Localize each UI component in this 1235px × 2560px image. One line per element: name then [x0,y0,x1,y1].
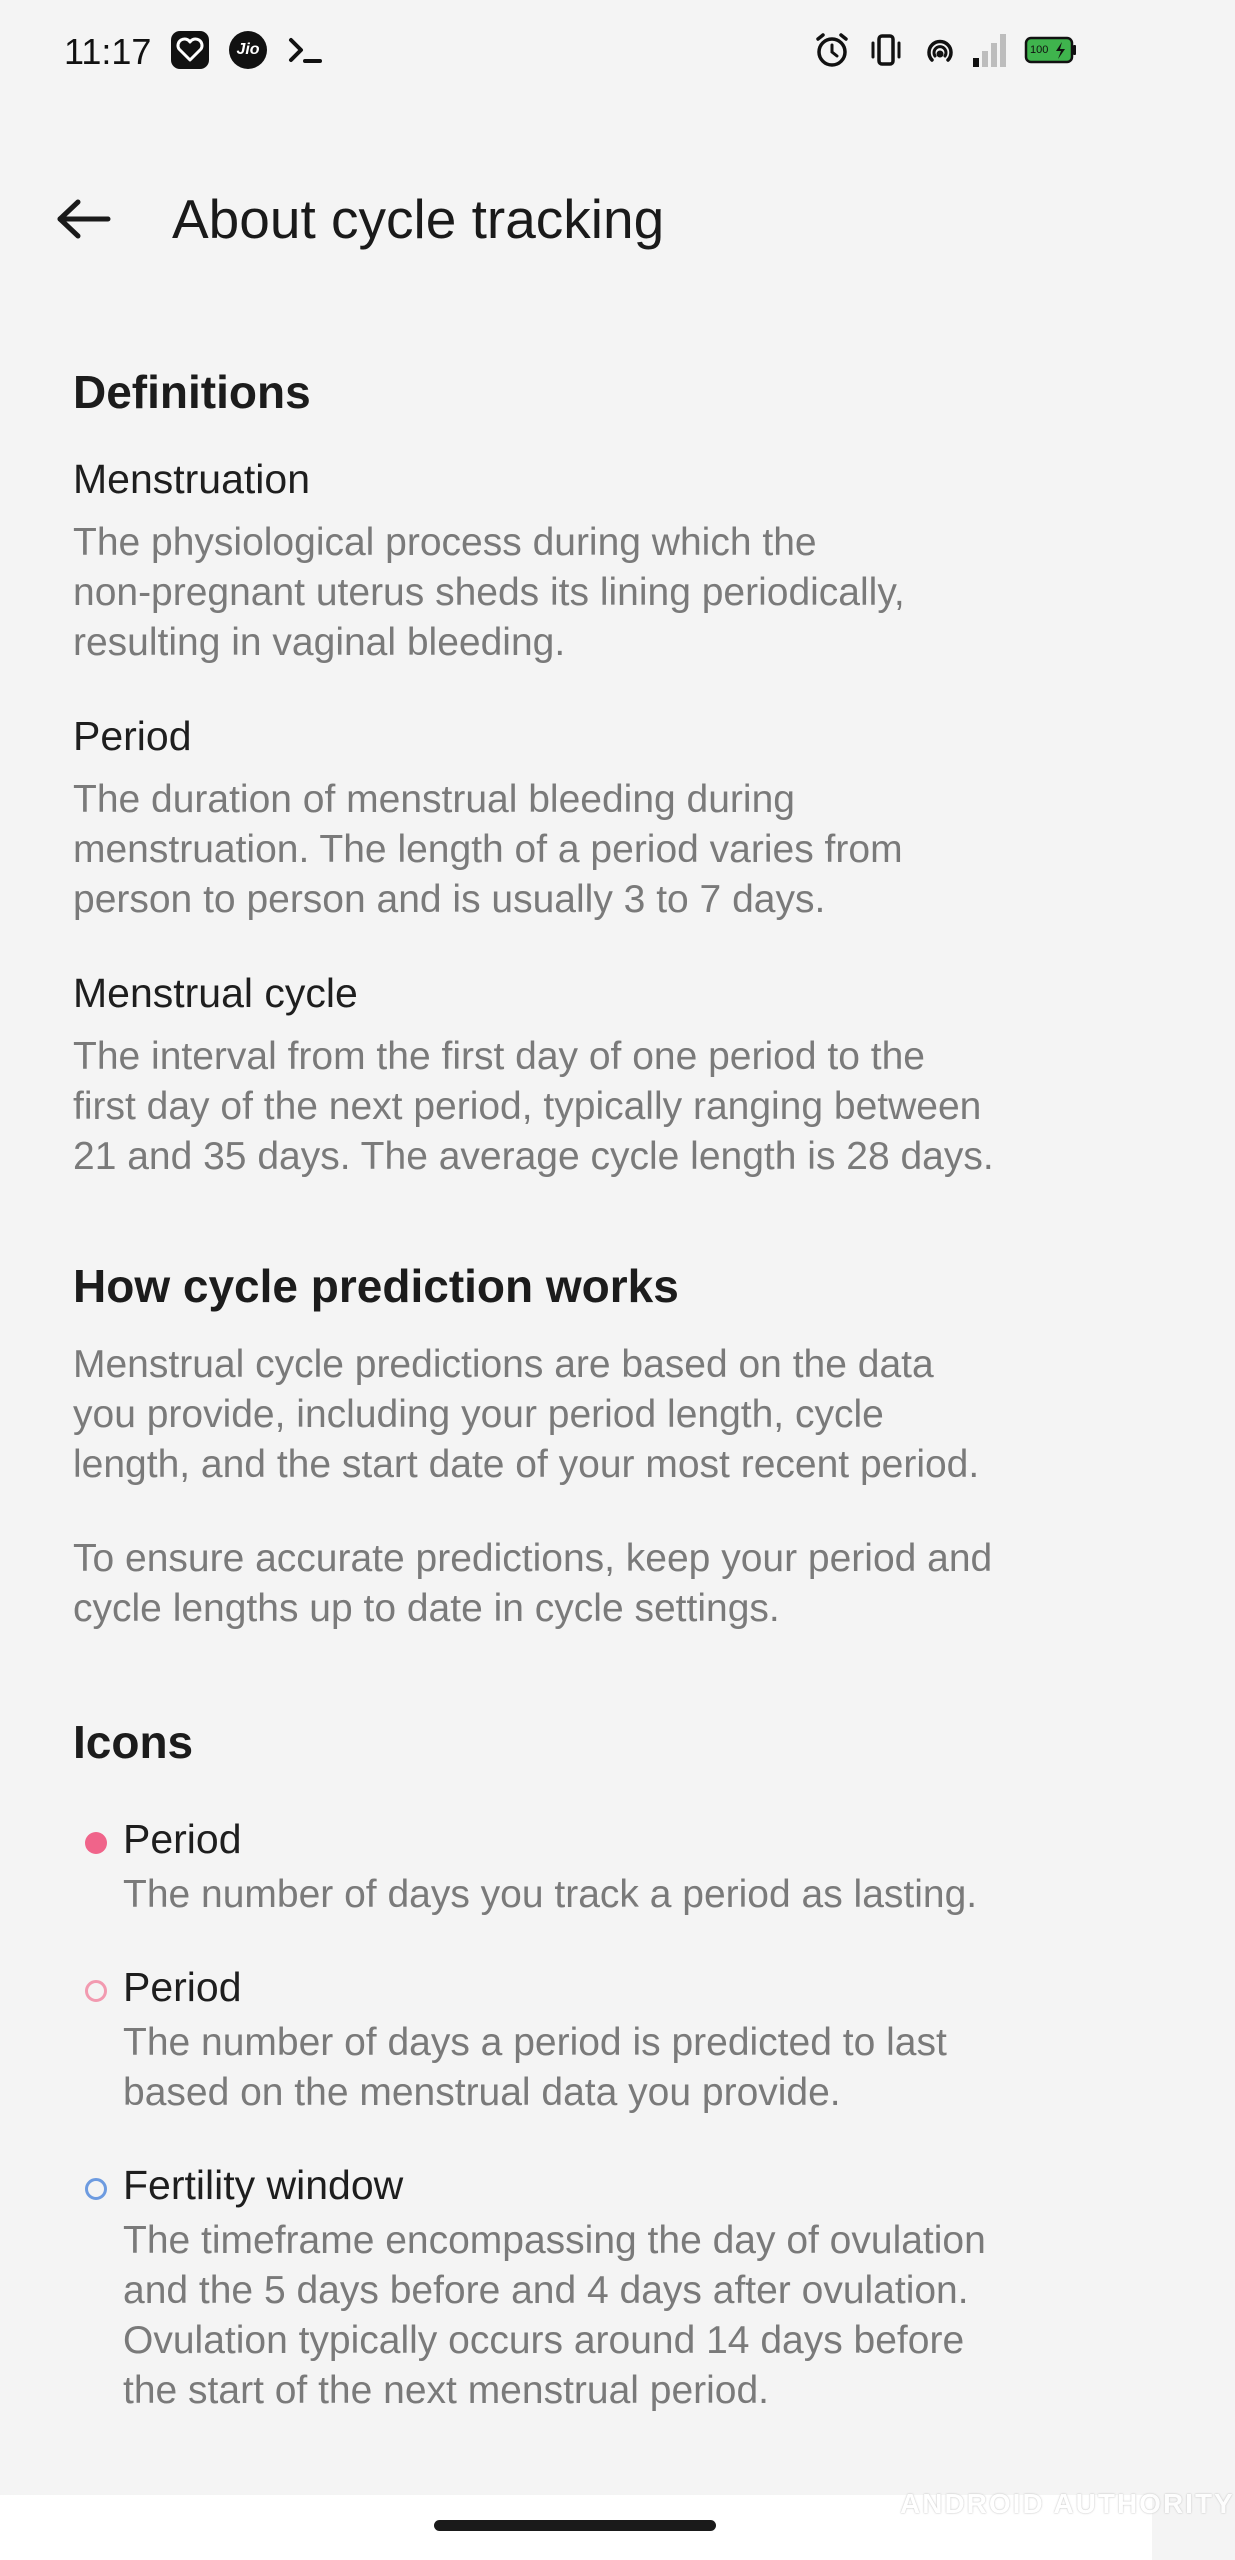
back-button[interactable] [44,184,124,254]
prediction-line: cycle lengths up to date in cycle settings. [73,1587,780,1630]
definition-line: The interval from the first day of one period to the [73,1035,925,1078]
legend-title: Period [123,1816,242,1862]
status-time: 11:17 [64,31,152,72]
definition-term: Menstrual cycle [73,970,358,1016]
legend-item-period-tracked [73,1812,1083,1920]
definition-line: menstruation. The length of a period varies from [73,828,903,871]
jio-label: Jio [236,41,260,58]
hotspot-icon [920,30,960,70]
terminal-icon [286,30,326,70]
definition-period [73,709,1083,925]
heart-app-icon [170,30,210,70]
legend-item-period-predicted [73,1960,1083,2118]
vibrate-icon [866,30,906,70]
definition-menstrual-cycle [73,966,1083,1182]
definition-line: first day of the next period, typically ranging between [73,1085,982,1128]
definition-line: The duration of menstrual bleeding during [73,778,795,821]
legend-line: Ovulation typically occurs around 14 days before [123,2319,965,2362]
alarm-icon [812,30,852,70]
legend-title: Fertility window [123,2162,404,2208]
arrow-left-icon [54,199,114,239]
prediction-line: To ensure accurate predictions, keep your period and [73,1537,993,1580]
definition-line: resulting in vaginal bleeding. [73,621,566,664]
legend-title: Period [123,1964,242,2010]
prediction-heading: How cycle prediction works [73,1260,679,1312]
legend-line: The number of days a period is predicted to last [123,2021,947,2064]
definition-line: person to person and is usually 3 to 7 days. [73,878,826,921]
legend-line: the start of the next menstrual period. [123,2369,770,2412]
prediction-line: length, and the start date of your most recent period. [73,1443,980,1486]
app-header [0,160,1152,272]
legend-line: based on the menstrual data you provide. [123,2071,841,2114]
prediction-paragraph [73,1340,1083,1490]
icons-heading: Icons [73,1716,194,1768]
filled-pink-dot-icon [85,1832,107,1854]
legend-line: and the 5 days before and 4 days after ovulation. [123,2269,969,2312]
prediction-line: you provide, including your period length, cycle [73,1393,884,1436]
definitions-heading: Definitions [73,366,311,418]
prediction-line: Menstrual cycle predictions are based on the data [73,1343,934,1386]
status-bar [0,0,1152,104]
definition-term: Menstruation [73,456,311,502]
definition-term: Period [73,713,192,759]
content [73,360,1083,2416]
definition-line: non-pregnant uterus sheds its lining periodically, [73,571,905,614]
legend-item-fertility-window [73,2158,1083,2416]
battery-icon [1024,30,1078,70]
prediction-paragraph [73,1534,1083,1634]
jio-icon [228,30,268,70]
battery-level: 100 [1030,44,1049,56]
definition-line: The physiological process during which the [73,521,817,564]
definition-menstruation [73,452,1083,668]
home-indicator[interactable] [434,2520,716,2531]
legend-line: The number of days you track a period as lasting. [123,1873,978,1916]
page-title: About cycle tracking [172,188,665,250]
signal-icon [970,30,1010,70]
outlined-blue-dot-icon [85,2178,107,2200]
watermark: ANDROID AUTHORITY [900,2488,1235,2519]
legend-line: The timeframe encompassing the day of ovulation [123,2219,986,2262]
definition-line: 21 and 35 days. The average cycle length is 28 days. [73,1135,994,1178]
outlined-pink-dot-icon [85,1980,107,2002]
